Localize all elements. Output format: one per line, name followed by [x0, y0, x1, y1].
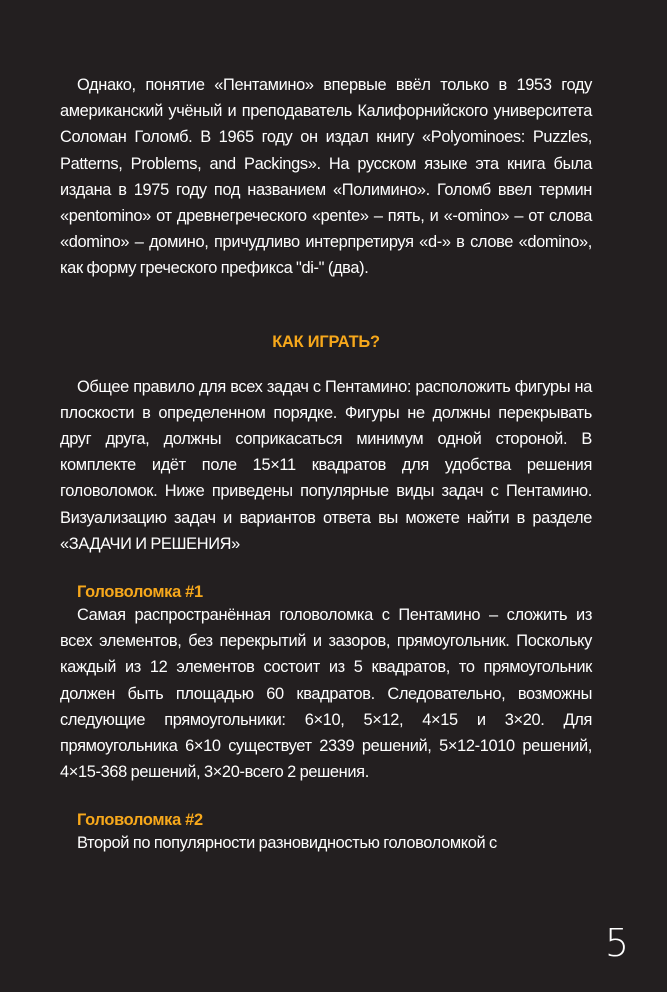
- page-number: 5: [604, 921, 629, 965]
- intro-paragraph: Однако, понятие «Пентамино» впервые ввёл только в 1953 году американский учёный и преподаватель Калифорнийского университета Соломан Голомб. В 1965 году он издал книгу «Polyominoes: Puzzles, Patterns, Problems, and Packings». На русском языке эта книга была издана в 1975 году под названием «Полимино». Голомб ввел термин «pentomino» от древнегреческого «pente» – пять, и «-omino» – от слова «domino» – домино, причудливо интерпретируя «d-» в слове «domino», как форму греческого префикса "di-" (два).: [60, 76, 592, 278]
- section-title-how-to-play: КАК ИГРАТЬ?: [272, 332, 380, 351]
- puzzle-2-heading: Головоломка #2: [77, 811, 203, 830]
- how-to-play-paragraph: Общее правило для всех задач с Пентамино: расположить фигуры на плоскости в определенном порядке. Фигуры не должны перекрывать друг друга, должны соприкасаться минимум одной стороной. В комплекте идёт поле 15×11 квадратов для удобства решения головоломок. Ниже приведены популярные виды задач с Пентамино. Визуализацию задач и вариантов ответа вы можете найти в разделе «ЗАДАЧИ И РЕШЕНИЯ»: [60, 377, 592, 553]
- puzzle-1-heading: Головоломка #1: [77, 583, 203, 602]
- puzzle-2-paragraph: Второй по популярности разновидностью головоломкой с: [77, 834, 497, 853]
- puzzle-1-paragraph: Самая распространённая головоломка с Пентамино – сложить из всех элементов, без перекрытий и зазоров, прямоугольник. Поскольку каждый из 12 элементов состоит из 5 квадратов, то прямоугольник должен быть площадью 60 квадратов. Следовательно, возможны следующие прямоугольники: 6×10, 5×12, 4×15 и 3×20. Для прямоугольника 6×10 существует 2339 решений, 5×12-1010 решений, 4×15-368 решений, 3×20-всего 2 решения.: [60, 606, 592, 782]
- page-content: [60, 72, 592, 857]
